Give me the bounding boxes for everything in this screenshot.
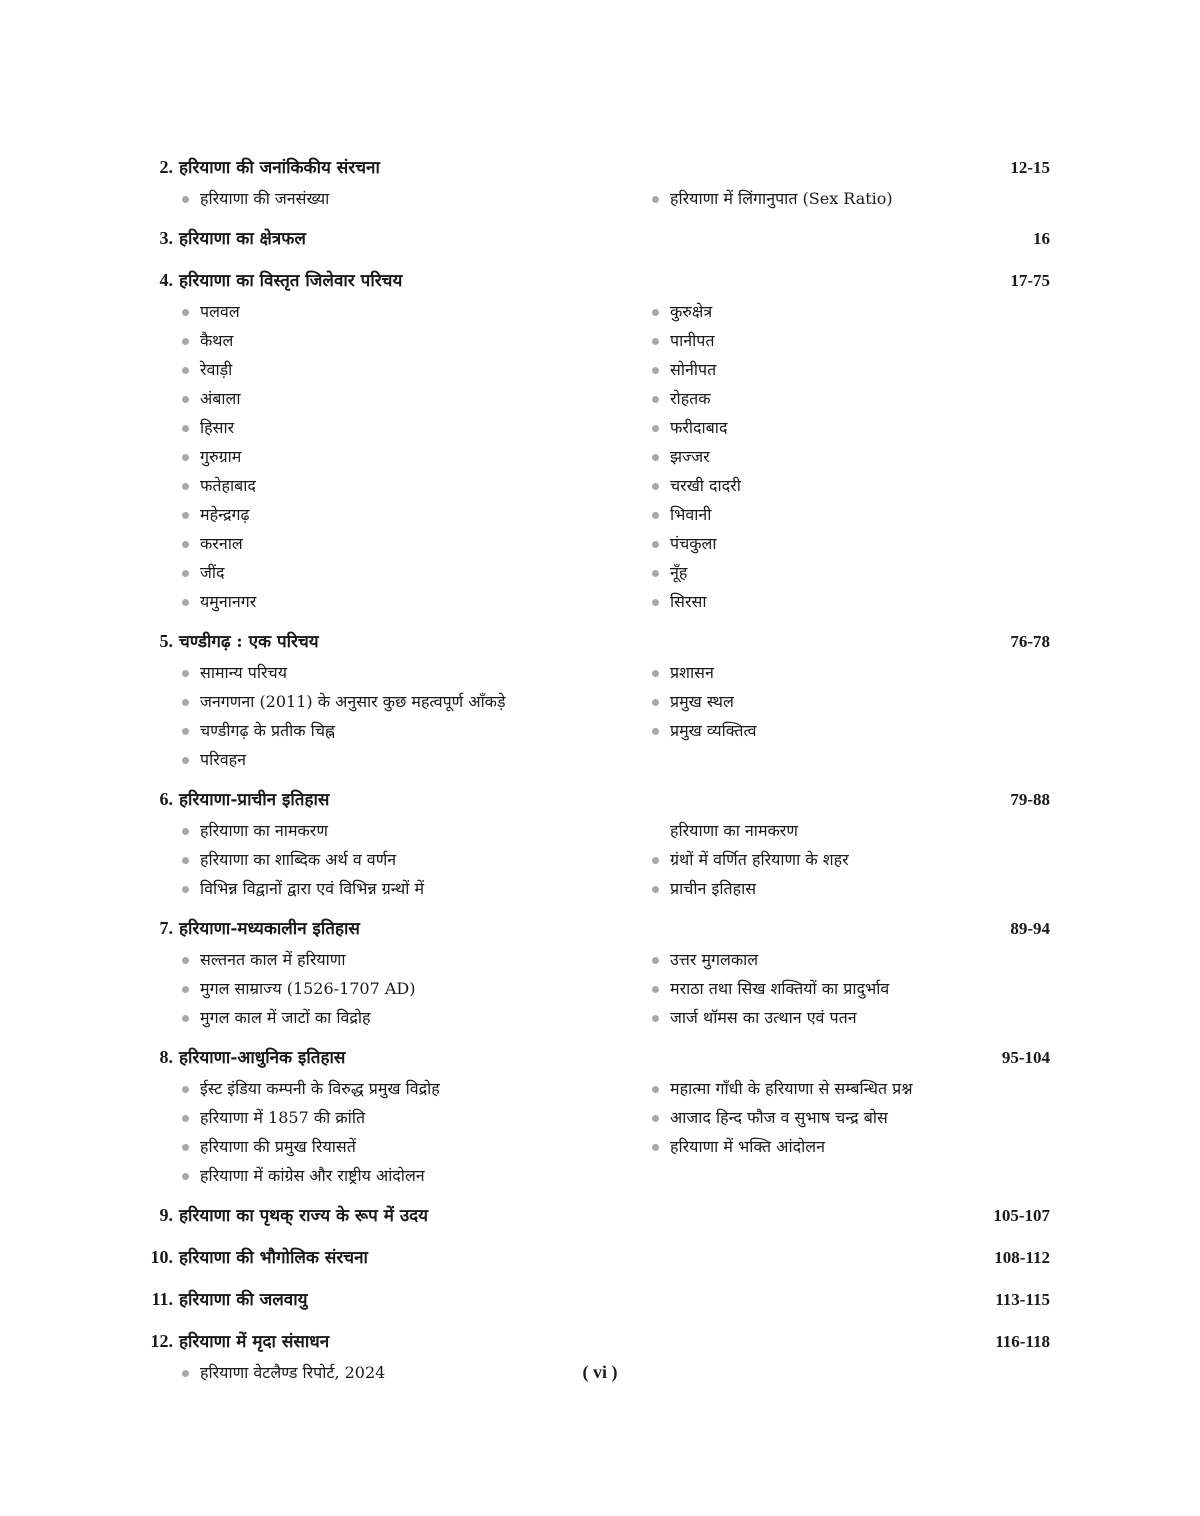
- bullet-icon: [652, 1144, 659, 1151]
- subtopic-item: [615, 1132, 1050, 1161]
- bullet-icon: [652, 425, 659, 432]
- chapter-title-text: हरियाणा की जनांकिकीय संरचना: [179, 158, 380, 178]
- subtopic-item: [145, 1103, 615, 1132]
- toc-section: [145, 911, 1050, 1032]
- subtopic-item: [615, 587, 1050, 616]
- chapter-title: [145, 263, 402, 298]
- subtopic-item: [145, 974, 615, 1003]
- toc-entry[interactable]: [145, 1282, 1050, 1316]
- subtopic-text: मराठा तथा सिख शक्तियों का प्रादुर्भाव: [670, 979, 890, 998]
- bullet-icon: [652, 1015, 659, 1022]
- subtopic-item: [145, 413, 615, 442]
- subtopic-item: [615, 558, 1050, 587]
- subtopic-text: हिसार: [200, 418, 235, 437]
- bullet-icon: [182, 425, 189, 432]
- bullet-icon: [652, 1086, 659, 1093]
- bullet-icon: [652, 699, 659, 706]
- toc-entry[interactable]: [145, 221, 1050, 255]
- bullet-icon: [182, 483, 189, 490]
- bullet-icon: [182, 828, 189, 835]
- bullet-icon: [182, 541, 189, 548]
- subtopic-text: अंबाला: [200, 389, 241, 408]
- toc-entry[interactable]: [145, 263, 1050, 297]
- subtopic-list: [145, 184, 1050, 213]
- bullet-icon: [652, 728, 659, 735]
- subtopic-text: जनगणना (2011) के अनुसार कुछ महत्वपूर्ण आँकड़े: [200, 692, 506, 711]
- toc-section: [145, 1282, 1050, 1316]
- toc-section: [145, 624, 1050, 774]
- subtopic-item: [145, 558, 615, 587]
- chapter-number: 5.: [159, 631, 173, 651]
- page-range: 89-94: [1010, 919, 1050, 938]
- subtopic-item: [615, 471, 1050, 500]
- chapter-title-text: हरियाणा का क्षेत्रफल: [179, 229, 306, 249]
- subtopic-item: [615, 658, 1050, 687]
- bullet-icon: [652, 454, 659, 461]
- chapter-number: 2.: [159, 157, 173, 177]
- bullet-icon: [652, 512, 659, 519]
- toc-entry[interactable]: [145, 150, 1050, 184]
- bullet-icon: [652, 857, 659, 864]
- bullet-icon: [182, 599, 189, 606]
- chapter-title-text: हरियाणा-प्राचीन इतिहास: [179, 790, 330, 810]
- bullet-icon: [182, 857, 189, 864]
- subtopic-item: [615, 413, 1050, 442]
- chapter-title: [145, 1040, 345, 1075]
- toc-section: [145, 221, 1050, 255]
- subtopic-item: [145, 1161, 615, 1190]
- toc-section: [145, 1198, 1050, 1232]
- bullet-icon: [182, 570, 189, 577]
- bullet-icon: [182, 367, 189, 374]
- subtopic-text: चण्डीगढ़ के प्रतीक चिह्न: [200, 721, 335, 740]
- subtopic-text: हरियाणा में लिंगानुपात (Sex Ratio): [670, 189, 893, 208]
- subtopic-item: [615, 442, 1050, 471]
- page-range: 113-115: [995, 1290, 1050, 1309]
- subtopic-list: [145, 1074, 1050, 1190]
- bullet-icon: [182, 699, 189, 706]
- subtopic-item: [145, 326, 615, 355]
- bullet-icon: [652, 396, 659, 403]
- chapter-number: 12.: [150, 1331, 173, 1351]
- bullet-icon: [652, 309, 659, 316]
- table-of-contents: [145, 150, 1050, 1395]
- bullet-icon: [182, 886, 189, 893]
- subtopic-item: [145, 500, 615, 529]
- subtopic-text: यमुनानगर: [200, 592, 257, 611]
- subtopic-list: [145, 297, 1050, 616]
- bullet-icon: [652, 570, 659, 577]
- subtopic-text: आजाद हिन्द फौज व सुभाष चन्द्र बोस: [670, 1108, 888, 1127]
- bullet-icon: [652, 670, 659, 677]
- subtopic-text: हरियाणा वेटलैण्ड रिपोर्ट, 2024: [200, 1363, 386, 1382]
- bullet-icon: [182, 1086, 189, 1093]
- subtopic-text: सोनीपत: [670, 360, 717, 379]
- toc-entry[interactable]: [145, 624, 1050, 658]
- subtopic-text: कुरुक्षेत्र: [670, 302, 713, 321]
- subtopic-item: [615, 384, 1050, 413]
- chapter-title: [145, 911, 360, 946]
- subtopic-list: [145, 816, 1050, 903]
- page-range: 105-107: [993, 1206, 1050, 1225]
- toc-entry[interactable]: [145, 782, 1050, 816]
- subtopic-text: महात्मा गाँधी के हरियाणा से सम्बन्धित प्रश्न: [670, 1079, 913, 1098]
- chapter-number: 8.: [159, 1047, 173, 1067]
- subtopic-item: [615, 500, 1050, 529]
- subtopic-item: [145, 845, 615, 874]
- subtopic-text: परिवहन: [200, 750, 247, 769]
- subtopic-text: मुगल काल में जाटों का विद्रोह: [200, 1008, 371, 1027]
- subtopic-item: [615, 326, 1050, 355]
- subtopic-text: हरियाणा की जनसंख्या: [200, 189, 330, 208]
- subtopic-item: [145, 184, 615, 213]
- subtopic-text: पलवल: [200, 302, 240, 321]
- subtopic-item: [615, 355, 1050, 384]
- bullet-icon: [652, 957, 659, 964]
- page-range: 17-75: [1010, 271, 1050, 290]
- subtopic-item: [145, 384, 615, 413]
- page-range: 95-104: [1001, 1048, 1050, 1067]
- subtopic-text: उत्तर मुगलकाल: [670, 950, 759, 969]
- subtopic-text: कैथल: [200, 331, 234, 350]
- subtopic-text: जींद: [200, 563, 225, 582]
- chapter-title-text: हरियाणा का विस्तृत जिलेवार परिचय: [179, 271, 403, 291]
- chapter-title-text: चण्डीगढ़ : एक परिचय: [179, 632, 319, 652]
- chapter-title-text: हरियाणा-मध्यकालीन इतिहास: [179, 919, 360, 939]
- chapter-title: [145, 221, 306, 256]
- chapter-number: 11.: [151, 1289, 173, 1309]
- subtopic-item: [145, 658, 615, 687]
- chapter-number: 4.: [159, 270, 173, 290]
- chapter-title: [145, 1324, 329, 1359]
- bullet-icon: [182, 396, 189, 403]
- subtopic-text: झज्जर: [670, 447, 710, 466]
- bullet-icon: [652, 986, 659, 993]
- subtopic-item: [145, 471, 615, 500]
- subtopic-text: हरियाणा की प्रमुख रियासतें: [200, 1137, 356, 1156]
- subtopic-text: रेवाड़ी: [200, 360, 233, 379]
- subtopic-text: हरियाणा का शाब्दिक अर्थ व वर्णन: [200, 850, 397, 869]
- chapter-number: 10.: [150, 1247, 173, 1267]
- chapter-title: [145, 150, 380, 185]
- subtopic-text: प्राचीन इतिहास: [670, 879, 757, 898]
- bullet-icon: [182, 512, 189, 519]
- chapter-number: 3.: [159, 228, 173, 248]
- toc-entry[interactable]: [145, 911, 1050, 945]
- toc-entry[interactable]: [145, 1240, 1050, 1274]
- subtopic-item: [145, 745, 615, 774]
- subtopic-item: [145, 1074, 615, 1103]
- page-range: 76-78: [1010, 632, 1050, 651]
- chapter-title: [145, 782, 329, 817]
- subtopic-item: [615, 1074, 1050, 1103]
- page-number: ( vi ): [582, 1362, 618, 1382]
- chapter-title: [145, 1198, 428, 1233]
- subtopic-text: प्रमुख स्थल: [670, 692, 734, 711]
- subtopic-text: महेन्द्रगढ़: [200, 505, 250, 524]
- subtopic-text: हरियाणा का नामकरण: [670, 821, 798, 840]
- subtopic-item: [145, 945, 615, 974]
- subtopic-item: [615, 184, 1050, 213]
- subtopic-text: प्रमुख व्यक्तित्व: [670, 721, 757, 740]
- subtopic-item: [145, 587, 615, 616]
- subtopic-text: सिरसा: [670, 592, 707, 611]
- chapter-number: 6.: [159, 789, 173, 809]
- subtopic-text: हरियाणा में 1857 की क्रांति: [200, 1108, 366, 1127]
- subtopic-text: हरियाणा में भक्ति आंदोलन: [670, 1137, 825, 1156]
- toc-section: [145, 1240, 1050, 1274]
- subtopic-text: फतेहाबाद: [200, 476, 256, 495]
- subtopic-item: [615, 1003, 1050, 1032]
- subtopic-item: [145, 716, 615, 745]
- subtopic-text: भिवानी: [670, 505, 712, 524]
- subtopic-text: ईस्ट इंडिया कम्पनी के विरुद्ध प्रमुख विद्रोह: [200, 1079, 440, 1098]
- chapter-title: [145, 1240, 368, 1275]
- bullet-icon: [182, 670, 189, 677]
- subtopic-item: [145, 297, 615, 326]
- chapter-number: 7.: [159, 918, 173, 938]
- subtopic-item: [615, 529, 1050, 558]
- subtopic-text: प्रशासन: [670, 663, 714, 682]
- subtopic-text: हरियाणा का नामकरण: [200, 821, 328, 840]
- bullet-icon: [652, 367, 659, 374]
- bullet-icon: [182, 1144, 189, 1151]
- subtopic-list: [145, 945, 1050, 1032]
- toc-entry[interactable]: [145, 1040, 1050, 1074]
- bullet-icon: [182, 1173, 189, 1180]
- bullet-icon: [182, 957, 189, 964]
- subtopic-item: [615, 874, 1050, 903]
- subtopic-text: मुगल साम्राज्य (1526-1707 AD): [200, 979, 416, 998]
- chapter-title-text: हरियाणा में मृदा संसाधन: [179, 1332, 330, 1352]
- subtopic-text: करनाल: [200, 534, 243, 553]
- bullet-icon: [182, 454, 189, 461]
- chapter-title-text: हरियाणा की जलवायु: [179, 1290, 308, 1310]
- chapter-title: [145, 1282, 308, 1317]
- bullet-icon: [182, 1015, 189, 1022]
- toc-section: [145, 263, 1050, 616]
- subtopic-text: फरीदाबाद: [670, 418, 728, 437]
- bullet-icon: [652, 541, 659, 548]
- subtopic-list: [145, 658, 1050, 774]
- page-range: 108-112: [994, 1248, 1050, 1267]
- toc-entry[interactable]: [145, 1198, 1050, 1232]
- subtopic-text: नूँह: [670, 563, 688, 582]
- bullet-icon: [652, 599, 659, 606]
- subtopic-text: सामान्य परिचय: [200, 663, 287, 682]
- page-range: 12-15: [1010, 158, 1050, 177]
- subtopic-text: सल्तनत काल में हरियाणा: [200, 950, 346, 969]
- subtopic-item: [145, 355, 615, 384]
- subtopic-item: [145, 529, 615, 558]
- bullet-icon: [652, 338, 659, 345]
- subtopic-item: [615, 297, 1050, 326]
- chapter-title-text: हरियाणा की भौगोलिक संरचना: [179, 1248, 368, 1268]
- chapter-title: [145, 624, 319, 659]
- toc-entry[interactable]: [145, 1324, 1050, 1358]
- subtopic-text: ग्रंथों में वर्णित हरियाणा के शहर: [670, 850, 849, 869]
- bullet-icon: [182, 728, 189, 735]
- bullet-icon: [652, 886, 659, 893]
- subtopic-item: [145, 1132, 615, 1161]
- subtopic-item: [145, 816, 615, 845]
- subtopic-item: [615, 687, 1050, 716]
- subtopic-item: [615, 945, 1050, 974]
- bullet-icon: [652, 483, 659, 490]
- subtopic-text: विभिन्न विद्वानों द्वारा एवं विभिन्न ग्रन्थों में: [200, 879, 425, 898]
- subtopic-item: [145, 1003, 615, 1032]
- bullet-icon: [182, 196, 189, 203]
- chapter-title-text: हरियाणा का पृथक् राज्य के रूप में उदय: [179, 1206, 429, 1226]
- subtopic-item: [615, 716, 1050, 745]
- chapter-number: 9.: [159, 1205, 173, 1225]
- subtopic-item: [145, 874, 615, 903]
- subtopic-text: पंचकुला: [670, 534, 717, 553]
- subtopic-text: हरियाणा में कांग्रेस और राष्ट्रीय आंदोलन: [200, 1166, 425, 1185]
- subtopic-text: पानीपत: [670, 331, 715, 350]
- chapter-title-text: हरियाणा-आधुनिक इतिहास: [179, 1048, 346, 1068]
- page-range: 79-88: [1010, 790, 1050, 809]
- bullet-icon: [182, 757, 189, 764]
- subtopic-item: [615, 845, 1050, 874]
- subtopic-item: [145, 442, 615, 471]
- bullet-icon: [182, 986, 189, 993]
- subtopic-item: [615, 816, 1050, 845]
- bullet-icon: [652, 196, 659, 203]
- subtopic-text: जार्ज थॉमस का उत्थान एवं पतन: [670, 1008, 857, 1027]
- subtopic-item: [145, 687, 615, 716]
- toc-section: [145, 1040, 1050, 1190]
- page-range: 16: [1033, 229, 1050, 248]
- toc-section: [145, 150, 1050, 213]
- subtopic-text: गुरुग्राम: [200, 447, 242, 466]
- subtopic-item: [615, 974, 1050, 1003]
- subtopic-item: [615, 1103, 1050, 1132]
- page-range: 116-118: [995, 1332, 1050, 1351]
- bullet-icon: [182, 1115, 189, 1122]
- bullet-icon: [652, 1115, 659, 1122]
- bullet-icon: [182, 309, 189, 316]
- subtopic-text: चरखी दादरी: [670, 476, 741, 495]
- subtopic-text: रोहतक: [670, 389, 711, 408]
- bullet-icon: [182, 338, 189, 345]
- toc-section: [145, 782, 1050, 903]
